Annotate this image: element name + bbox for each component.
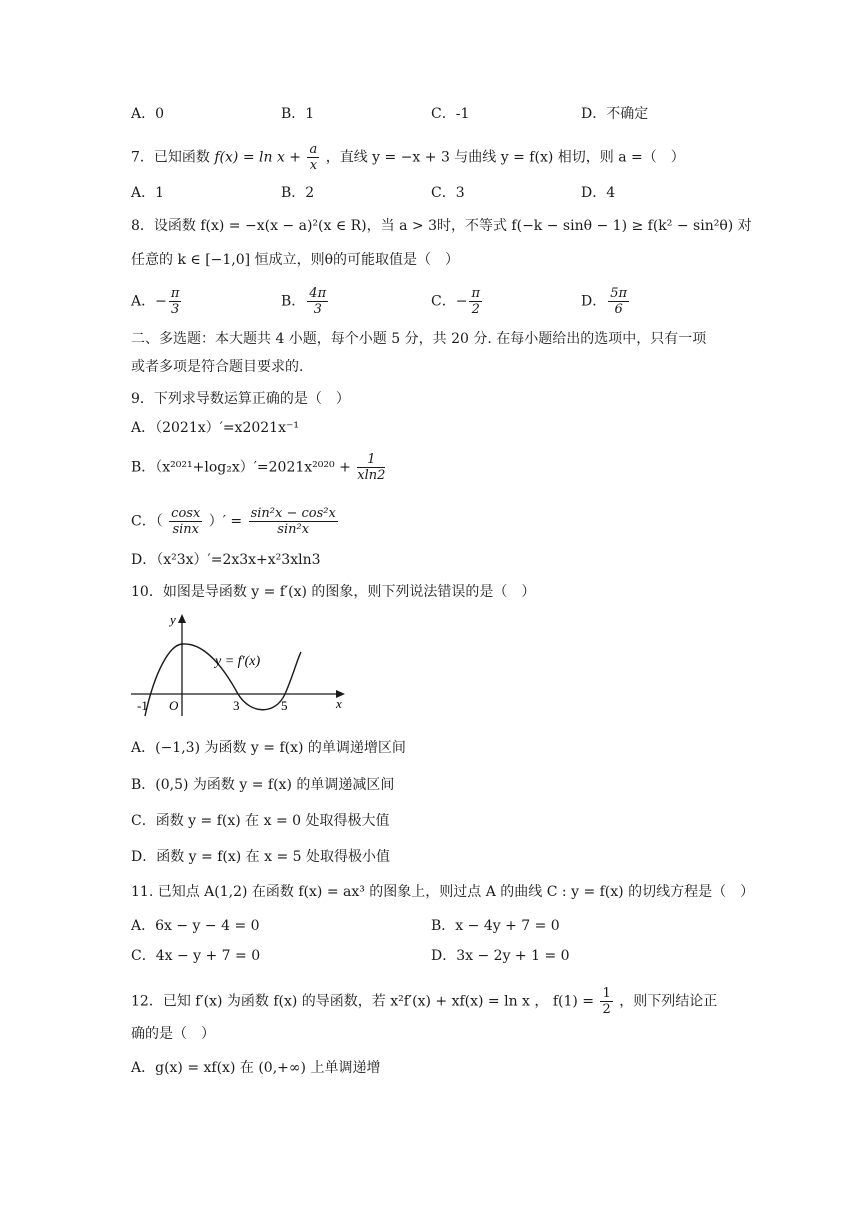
q8-option-a-num: π — [170, 286, 180, 301]
q6-option-b: B．1 — [281, 106, 315, 122]
q7-frac-num: a — [309, 142, 318, 157]
q8-option-c-sign: − — [455, 293, 468, 310]
x-axis-label: x — [336, 696, 342, 711]
q12-fraction — [600, 986, 612, 1017]
q12-frac-num: 1 — [602, 986, 611, 1001]
q11-stem: 11. 已知点 A(1,2) 在函数 f(x) = ax³ 的图象上，则过点 A 的曲线 C : y = f(x) 的切线方程是（ ） — [131, 884, 755, 900]
q9-option-c-den2: sin²x — [277, 522, 310, 537]
q12-line1-prefix: 12．已知 f′(x) 为函数 f(x) 的导函数，若 x²f′(x) + xf(x) = ln x ， f(1) = — [131, 993, 595, 1010]
q9-option-a: A．（2021x）′=x2021x⁻¹ — [131, 420, 299, 436]
q8-option-c-den: 2 — [471, 302, 480, 317]
q6-option-c: C．-1 — [431, 106, 470, 122]
q9-option-b-prefix: B．（x²⁰²¹+log₂x）′=2021x²⁰²⁰ + — [131, 459, 351, 476]
tick-label-5: 5 — [281, 698, 288, 713]
q9-option-b-num: 1 — [357, 452, 385, 468]
q8-option-a-sign: − — [155, 293, 167, 310]
q8-option-d — [581, 286, 631, 317]
q8-line2: 任意的 k ∈ [−1,0] 恒成立，则θ的可能取值是（ ） — [131, 252, 459, 268]
q8-option-d-label: D． — [581, 293, 607, 310]
q8-option-a — [131, 286, 183, 317]
q7-function: f(x) = ln x + — [214, 149, 302, 166]
q10-stem: 10．如图是导函数 y = f′(x) 的图象，则下列说法错误的是（ ） — [131, 584, 536, 600]
q9-option-c-num1: cosx — [171, 506, 201, 521]
q7-option-b: B．2 — [281, 185, 315, 201]
q9-option-c-prefix: C．（ — [131, 513, 163, 530]
q8-option-d-num: 5π — [610, 286, 628, 301]
q9-option-b-den: xln2 — [357, 468, 386, 483]
q7-middle: ，直线 y = −x + 3 与曲线 y = f(x) 相切，则 a =（ ） — [325, 149, 685, 166]
q8-option-b-num: 4π — [309, 286, 327, 301]
q7-option-d: D．4 — [581, 185, 616, 201]
q10-option-c: C．函数 y = f(x) 在 x = 0 处取得极大值 — [131, 813, 390, 829]
q10-option-b: B．(0,5) 为函数 y = f(x) 的单调递减区间 — [131, 777, 395, 793]
q8-line1: 8．设函数 f(x) = −x(x − a)²(x ∈ R)，当 a > 3时，不等式 f(−k − sinθ − 1) ≥ f(k² − sin²θ) 对 — [131, 218, 752, 234]
q8-option-d-den: 6 — [614, 302, 623, 317]
q11-option-c: C．4x − y + 7 = 0 — [131, 948, 261, 964]
q8-option-c-num: π — [471, 286, 480, 301]
q8-option-a-den: 3 — [170, 302, 180, 317]
q9-option-c-den1: sinx — [172, 522, 199, 537]
q9-option-b-fraction — [357, 452, 385, 483]
q7-option-a: A．1 — [131, 185, 165, 201]
q8-option-b — [281, 286, 330, 317]
q9-option-c-fraction2 — [249, 506, 338, 537]
tick-label-3: 3 — [233, 698, 240, 713]
q9-option-c-num2: sin²x − cos²x — [250, 506, 336, 521]
q10-option-a: A．(−1,3) 为函数 y = f(x) 的单调递增区间 — [131, 740, 406, 756]
q9-option-d: D．（x²3x）′=2x3x+x²3xln3 — [131, 552, 321, 568]
q11-option-b: B．x − 4y + 7 = 0 — [431, 918, 560, 934]
q9-option-b — [131, 452, 387, 483]
section2-line2: 或者多项是符合题目要求的. — [131, 359, 304, 375]
q6-option-a: A．0 — [131, 106, 165, 122]
section2-line1: 二、多选题：本大题共 4 小题，每个小题 5 分，共 20 分. 在每小题给出的选项中，只有一项 — [131, 331, 707, 347]
q7-fraction — [307, 142, 319, 173]
q10-option-d: D．函数 y = f(x) 在 x = 5 处取得极小值 — [131, 849, 390, 865]
y-axis-label: y — [170, 612, 176, 627]
q8-option-b-label: B． — [281, 293, 306, 310]
q8-option-a-label: A． — [131, 293, 156, 310]
q12-frac-den: 2 — [602, 1002, 611, 1017]
q7-stem — [131, 142, 685, 173]
q8-option-d-fraction — [608, 286, 629, 317]
q11-option-d: D．3x − 2y + 1 = 0 — [431, 948, 570, 964]
origin-label: O — [169, 698, 179, 713]
y-axis-arrow-icon — [178, 614, 186, 623]
q12-line1 — [131, 986, 717, 1017]
q8-option-c-fraction — [469, 286, 482, 317]
q8-option-c — [431, 286, 484, 317]
q8-option-b-fraction — [307, 286, 328, 317]
curve-label: y = f′(x) — [215, 654, 261, 669]
q9-option-c — [131, 506, 340, 537]
q12-line1-suffix: ，则下列结论正 — [619, 993, 718, 1010]
q9-option-c-fraction1 — [169, 506, 202, 537]
q9-option-c-mid: ）′ = — [208, 513, 243, 530]
q7-prefix: 7．已知函数 — [131, 149, 210, 166]
q8-option-a-fraction — [169, 286, 182, 317]
q12-line2: 确的是（ ） — [131, 1026, 215, 1042]
q6-option-d: D．不确定 — [581, 106, 649, 122]
q11-option-a: A．6x − y − 4 = 0 — [131, 918, 260, 934]
q12-option-a: A．g(x) = xf(x) 在 (0,+∞) 上单调递增 — [131, 1060, 381, 1076]
q7-frac-den: x — [309, 158, 318, 173]
q7-option-c: C．3 — [431, 185, 465, 201]
q9-stem: 9．下列求导数运算正确的是（ ） — [131, 391, 350, 407]
q10-derivative-graph — [125, 610, 355, 720]
tick-label-neg1: -1 — [137, 698, 148, 713]
q8-option-b-den: 3 — [313, 302, 322, 317]
q8-option-c-label: C． — [431, 293, 456, 310]
